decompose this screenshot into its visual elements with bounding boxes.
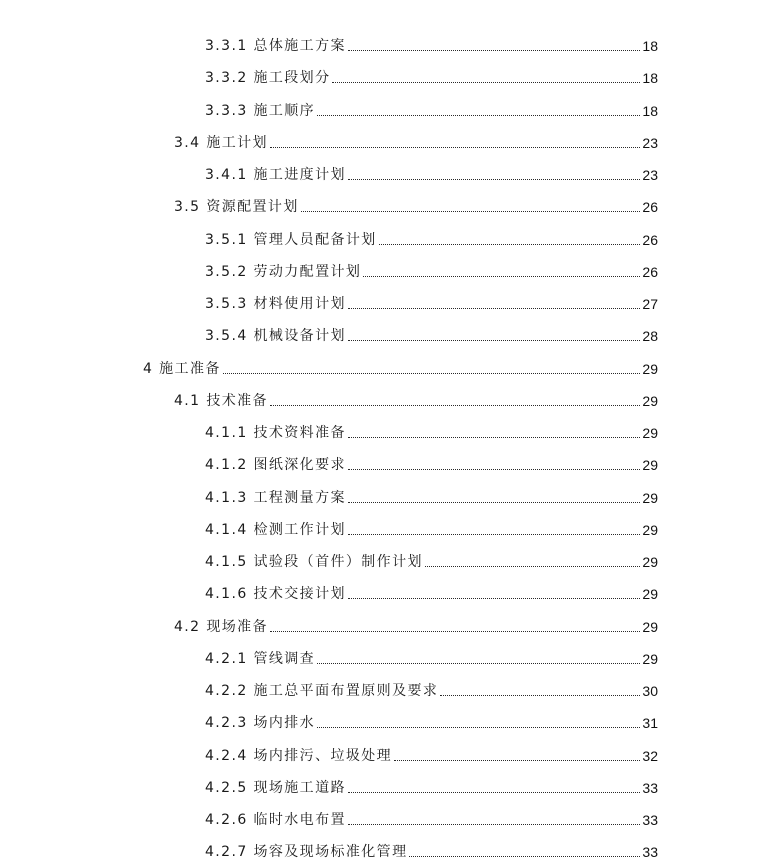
toc-dot-leader bbox=[348, 50, 641, 51]
toc-entry-page-number: 32 bbox=[642, 747, 658, 764]
toc-entry[interactable] bbox=[143, 353, 658, 377]
toc-entry-title: 4.2.7 场容及现场标准化管理 bbox=[205, 844, 408, 861]
toc-entry[interactable] bbox=[205, 514, 658, 538]
toc-dot-leader bbox=[348, 308, 641, 309]
toc-dot-leader bbox=[301, 211, 641, 212]
toc-entry-page-number: 18 bbox=[642, 70, 658, 87]
toc-entry-title: 4.2 现场准备 bbox=[174, 618, 268, 635]
toc-entry-page-number: 29 bbox=[642, 554, 658, 570]
toc-entry-title: 4.2.3 场内排水 bbox=[205, 715, 316, 732]
toc-entry-title: 3.5.1 管理人员配备计划 bbox=[205, 231, 377, 248]
toc-entry[interactable] bbox=[205, 804, 658, 828]
toc-entry[interactable] bbox=[205, 288, 658, 312]
toc-entry-page-number: 29 bbox=[642, 521, 658, 538]
toc-entry-title: 4.2.5 现场施工道路 bbox=[205, 779, 346, 796]
toc-entry[interactable] bbox=[205, 159, 658, 183]
toc-entry-title: 4.2.4 场内排污、垃圾处理 bbox=[205, 747, 393, 764]
toc-entry-page-number: 29 bbox=[642, 618, 658, 635]
toc-entry-title: 3.5.3 材料使用计划 bbox=[205, 296, 346, 312]
toc-entry[interactable] bbox=[205, 740, 658, 764]
toc-entry-page-number: 29 bbox=[642, 392, 658, 409]
toc-entry-page-number: 29 bbox=[642, 360, 658, 377]
toc-entry-page-number: 29 bbox=[642, 425, 658, 441]
toc-entry[interactable] bbox=[205, 546, 658, 570]
toc-entry-page-number: 28 bbox=[642, 328, 658, 345]
toc-dot-leader bbox=[440, 695, 640, 696]
toc-entry-title: 4.1.1 技术资料准备 bbox=[205, 425, 346, 441]
toc-entry-page-number: 33 bbox=[642, 844, 658, 861]
toc-entry[interactable] bbox=[205, 772, 658, 796]
toc-dot-leader bbox=[348, 437, 641, 438]
toc-entry-page-number: 30 bbox=[642, 683, 658, 699]
toc-entry-title: 3.5.4 机械设备计划 bbox=[205, 328, 346, 345]
toc-entry[interactable] bbox=[205, 30, 658, 54]
toc-dot-leader bbox=[425, 566, 641, 567]
toc-entry-page-number: 29 bbox=[642, 650, 658, 667]
toc-entry-page-number: 18 bbox=[642, 38, 658, 54]
toc-entry-page-number: 29 bbox=[642, 489, 658, 506]
toc-dot-leader bbox=[348, 824, 641, 825]
toc-dot-leader bbox=[270, 405, 641, 406]
toc-entry-page-number: 18 bbox=[642, 102, 658, 119]
toc-entry-title: 4.2.2 施工总平面布置原则及要求 bbox=[205, 683, 439, 699]
toc-entry-page-number: 33 bbox=[642, 812, 658, 828]
toc-entry-page-number: 26 bbox=[642, 199, 658, 216]
toc-entry[interactable] bbox=[205, 643, 658, 667]
toc-dot-leader bbox=[348, 534, 641, 535]
toc-dot-leader bbox=[348, 598, 641, 599]
toc-dot-leader bbox=[409, 856, 640, 857]
toc-entry-page-number: 23 bbox=[642, 167, 658, 183]
toc-entry[interactable] bbox=[205, 482, 658, 506]
toc-entry-page-number: 29 bbox=[642, 586, 658, 603]
toc-entry-title: 4.1.2 图纸深化要求 bbox=[205, 457, 346, 474]
toc-entry[interactable] bbox=[205, 578, 658, 602]
toc-dot-leader bbox=[394, 760, 640, 761]
toc-dot-leader bbox=[348, 792, 641, 793]
toc-entry-page-number: 29 bbox=[642, 457, 658, 474]
toc-entry[interactable] bbox=[205, 449, 658, 473]
toc-dot-leader bbox=[348, 340, 641, 341]
toc-entry-title: 3.5 资源配置计划 bbox=[174, 199, 299, 216]
toc-entry-page-number: 23 bbox=[642, 134, 658, 151]
toc-entry[interactable] bbox=[205, 836, 658, 860]
toc-entry-title: 4.2.1 管线调查 bbox=[205, 650, 316, 667]
toc-dot-leader bbox=[348, 179, 641, 180]
toc-entry[interactable] bbox=[174, 127, 658, 151]
toc-dot-leader bbox=[348, 502, 641, 503]
toc-dot-leader bbox=[317, 115, 640, 116]
toc-dot-leader bbox=[379, 244, 641, 245]
toc-entry-title: 3.3.1 总体施工方案 bbox=[205, 38, 346, 54]
toc-dot-leader bbox=[332, 82, 640, 83]
toc-dot-leader bbox=[348, 469, 641, 470]
toc-entry[interactable] bbox=[205, 62, 658, 86]
toc-dot-leader bbox=[317, 727, 640, 728]
toc-dot-leader bbox=[223, 373, 641, 374]
toc-entry-title: 3.3.2 施工段划分 bbox=[205, 70, 331, 87]
toc-dot-leader bbox=[270, 147, 641, 148]
toc-entry-title: 3.5.2 劳动力配置计划 bbox=[205, 263, 362, 280]
toc-dot-leader bbox=[363, 276, 640, 277]
toc-entry-title: 4 施工准备 bbox=[143, 360, 221, 377]
toc-entry-title: 4.1.4 检测工作计划 bbox=[205, 521, 346, 538]
toc-entry[interactable] bbox=[205, 707, 658, 731]
toc-entry-title: 3.4.1 施工进度计划 bbox=[205, 167, 346, 183]
toc-entry[interactable] bbox=[174, 191, 658, 215]
toc-entry-title: 3.4 施工计划 bbox=[174, 134, 268, 151]
toc-entry-title: 4.1.6 技术交接计划 bbox=[205, 586, 346, 603]
toc-entry-title: 4.1 技术准备 bbox=[174, 392, 268, 409]
toc-entry[interactable] bbox=[205, 320, 658, 344]
toc-entry-title: 4.1.3 工程测量方案 bbox=[205, 489, 346, 506]
toc-dot-leader bbox=[270, 631, 641, 632]
toc-entry[interactable] bbox=[205, 256, 658, 280]
toc-entry-page-number: 31 bbox=[642, 715, 658, 732]
toc-entry-page-number: 27 bbox=[642, 296, 658, 312]
toc-entry[interactable] bbox=[205, 675, 658, 699]
toc-entry-title: 4.1.5 试验段（首件）制作计划 bbox=[205, 554, 423, 570]
toc-entry[interactable] bbox=[205, 417, 658, 441]
toc-entry-page-number: 26 bbox=[642, 231, 658, 248]
toc-entry[interactable] bbox=[174, 385, 658, 409]
toc-entry[interactable] bbox=[174, 611, 658, 635]
toc-entry-title: 4.2.6 临时水电布置 bbox=[205, 812, 346, 828]
toc-entry-page-number: 33 bbox=[642, 779, 658, 796]
toc-entry[interactable] bbox=[205, 95, 658, 119]
toc-dot-leader bbox=[317, 663, 640, 664]
toc-entry-page-number: 26 bbox=[642, 263, 658, 280]
toc-entry[interactable] bbox=[205, 224, 658, 248]
toc-entry-title: 3.3.3 施工顺序 bbox=[205, 102, 316, 119]
